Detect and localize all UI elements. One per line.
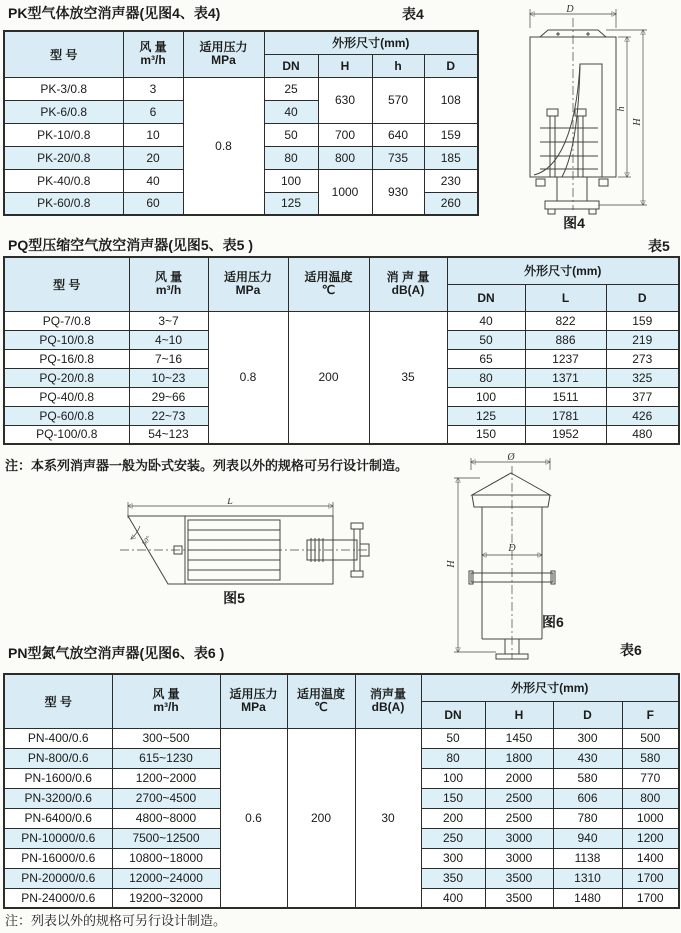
- cell-noise: 35: [369, 311, 447, 444]
- cell-dn: 100: [447, 387, 525, 406]
- cell-L: 1371: [525, 368, 606, 387]
- table-tag-6: 表6: [620, 642, 642, 658]
- cell-L: 822: [525, 311, 606, 330]
- cell-F: 500: [622, 728, 679, 748]
- cell-dn: 150: [447, 425, 525, 444]
- cell-H: 800: [318, 146, 372, 169]
- cell-D: 480: [606, 425, 679, 444]
- col-header-D: D: [424, 54, 478, 77]
- cell-pressure: 0.8: [208, 311, 288, 444]
- flow-unit: m³/h: [155, 283, 182, 298]
- col-header-dn: DN: [421, 701, 485, 728]
- cell-flow: 19200~32000: [112, 888, 220, 908]
- col-header-dims: 外形尺寸(mm): [447, 257, 679, 284]
- cell-model: PN-6400/0.6: [4, 808, 112, 828]
- col-header-h: h: [372, 54, 424, 77]
- cell-model: PN-400/0.6: [4, 728, 112, 748]
- cell-D: 580: [553, 768, 622, 788]
- col-header-temp: [287, 674, 355, 728]
- cell-D: 1480: [553, 888, 622, 908]
- cell-dn: 350: [421, 868, 485, 888]
- cell-h: 640: [372, 123, 424, 146]
- cell-H: 3000: [485, 848, 553, 868]
- table-row: [4, 311, 679, 330]
- cell-H: 3000: [485, 828, 553, 848]
- cell-model: PQ-7/0.8: [4, 311, 129, 330]
- cell-flow: 12000~24000: [112, 868, 220, 888]
- cell-F: 580: [622, 748, 679, 768]
- flow-unit: m³/h: [153, 700, 179, 715]
- noise-label: 消 声 量: [386, 270, 430, 285]
- cell-temp: 200: [287, 728, 355, 908]
- col-header-pressure: [220, 674, 287, 728]
- cell-flow: 22~73: [129, 406, 208, 425]
- col-header-D: D: [553, 701, 622, 728]
- cell-D: 300: [553, 728, 622, 748]
- cell-D: 185: [424, 146, 478, 169]
- temp-label: 适用温度: [304, 270, 353, 285]
- cell-flow: 54~123: [129, 425, 208, 444]
- cell-D: 260: [424, 192, 478, 215]
- pressure-label: 适用压力: [223, 270, 272, 285]
- col-header-F: F: [622, 701, 679, 728]
- pq-table: [3, 256, 680, 445]
- cell-flow: 6: [123, 100, 183, 123]
- col-header-pressure: [208, 257, 288, 311]
- col-header-temp: [288, 257, 369, 311]
- figure-4-drawing: [500, 4, 670, 218]
- pressure-label: 适用压力: [199, 40, 248, 55]
- col-header-model: 型 号: [4, 31, 123, 77]
- cell-D: 325: [606, 368, 679, 387]
- cell-flow: 4~10: [129, 330, 208, 349]
- note-pq: 注：本系列消声器一般为卧式安装。列表以外的规格可另行设计制造。: [5, 458, 409, 473]
- cell-dn: 100: [264, 169, 318, 192]
- cell-H: 2500: [485, 788, 553, 808]
- cell-dn: 125: [447, 406, 525, 425]
- cell-flow: 10800~18000: [112, 848, 220, 868]
- figure-4-label: 图4: [563, 215, 585, 231]
- cell-pressure: 0.8: [183, 77, 264, 215]
- fig4-dim-h: h: [616, 106, 627, 112]
- section-title-pk: PK型气体放空消声器(见图4、表4): [8, 5, 221, 21]
- pressure-label: 适用压力: [229, 687, 278, 702]
- section-title-pn: PN型氮气放空消声器(见图6、表6 ): [8, 645, 225, 661]
- col-header-flow: [112, 674, 220, 728]
- cell-model: PN-20000/0.6: [4, 868, 112, 888]
- cell-D: 1310: [553, 868, 622, 888]
- cell-D: 940: [553, 828, 622, 848]
- cell-model: PK-40/0.8: [4, 169, 123, 192]
- cell-H: 2000: [485, 768, 553, 788]
- table-row: [4, 77, 478, 100]
- cell-flow: 3: [123, 77, 183, 100]
- cell-dn: 65: [447, 349, 525, 368]
- cell-model: PN-1600/0.6: [4, 768, 112, 788]
- figure-6-drawing: [438, 452, 572, 664]
- cell-D: 780: [553, 808, 622, 828]
- cell-model: PK-6/0.8: [4, 100, 123, 123]
- figure-5-label: 图5: [223, 590, 245, 606]
- cell-flow: 10~23: [129, 368, 208, 387]
- cell-dn: 100: [421, 768, 485, 788]
- pk-table: [3, 30, 479, 216]
- cell-F: 1000: [622, 808, 679, 828]
- cell-model: PN-24000/0.6: [4, 888, 112, 908]
- cell-model: PK-20/0.8: [4, 146, 123, 169]
- cell-D: 426: [606, 406, 679, 425]
- cell-dn: 150: [421, 788, 485, 808]
- cell-dn: 80: [421, 748, 485, 768]
- col-header-L: L: [525, 284, 606, 311]
- figure-6-label: 图6: [542, 614, 564, 630]
- cell-D: 159: [606, 311, 679, 330]
- cell-model: PK-3/0.8: [4, 77, 123, 100]
- col-header-noise: [355, 674, 421, 728]
- cell-h: 930: [372, 169, 424, 215]
- cell-h: 735: [372, 146, 424, 169]
- cell-H: 630: [318, 77, 372, 123]
- cell-flow: 1200~2000: [112, 768, 220, 788]
- cell-dn: 50: [447, 330, 525, 349]
- cell-D: 219: [606, 330, 679, 349]
- cell-H: 700: [318, 123, 372, 146]
- fig4-dim-D: D: [566, 4, 574, 15]
- flow-label: 风 量: [154, 270, 183, 285]
- cell-flow: 615~1230: [112, 748, 220, 768]
- col-header-noise: [369, 257, 447, 311]
- cell-model: PN-10000/0.6: [4, 828, 112, 848]
- cell-F: 770: [622, 768, 679, 788]
- col-header-dims: 外形尺寸(mm): [421, 674, 679, 701]
- cell-flow: 40: [123, 169, 183, 192]
- cell-flow: 7500~12500: [112, 828, 220, 848]
- cell-flow: 4800~8000: [112, 808, 220, 828]
- noise-label: 消声量: [369, 687, 406, 702]
- cell-H: 1800: [485, 748, 553, 768]
- cell-model: PK-60/0.8: [4, 192, 123, 215]
- col-header-dn: DN: [447, 284, 525, 311]
- cell-L: 1952: [525, 425, 606, 444]
- cell-dn: 80: [447, 368, 525, 387]
- cell-L: 1781: [525, 406, 606, 425]
- cell-dn: 50: [421, 728, 485, 748]
- flow-unit: m³/h: [140, 53, 166, 68]
- cell-dn: 80: [264, 146, 318, 169]
- pressure-unit: MPa: [241, 700, 266, 715]
- cell-noise: 30: [355, 728, 421, 908]
- pressure-unit: MPa: [235, 283, 261, 298]
- cell-model: PK-10/0.8: [4, 123, 123, 146]
- fig6-dim-dia: Ø: [507, 452, 515, 463]
- temp-label: 适用温度: [296, 687, 345, 702]
- table-row: [4, 728, 679, 748]
- cell-D: 377: [606, 387, 679, 406]
- cell-D: 230: [424, 169, 478, 192]
- fig4-dim-H: H: [632, 118, 643, 126]
- cell-dn: 250: [421, 828, 485, 848]
- cell-model: PQ-100/0.8: [4, 425, 129, 444]
- noise-unit: dB(A): [371, 700, 405, 715]
- cell-model: PQ-16/0.8: [4, 349, 129, 368]
- cell-L: 1511: [525, 387, 606, 406]
- cell-model: PQ-40/0.8: [4, 387, 129, 406]
- col-header-H: H: [485, 701, 553, 728]
- temp-unit: ℃: [321, 283, 336, 298]
- cell-model: PN-16000/0.6: [4, 848, 112, 868]
- cell-pressure: 0.6: [220, 728, 287, 908]
- cell-flow: 60: [123, 192, 183, 215]
- cell-flow: 20: [123, 146, 183, 169]
- cell-dn: 50: [264, 123, 318, 146]
- cell-F: 1700: [622, 868, 679, 888]
- cell-flow: 3~7: [129, 311, 208, 330]
- temp-unit: ℃: [314, 700, 328, 715]
- cell-flow: 29~66: [129, 387, 208, 406]
- figure-5-drawing: [118, 498, 374, 602]
- cell-dn: 40: [447, 311, 525, 330]
- col-header-flow: [129, 257, 208, 311]
- cell-dn: 40: [264, 100, 318, 123]
- cell-h: 570: [372, 77, 424, 123]
- cell-H: 3500: [485, 888, 553, 908]
- cell-F: 1700: [622, 888, 679, 908]
- fig5-angle: 50°: [140, 534, 153, 548]
- cell-H: 3500: [485, 868, 553, 888]
- cell-model: PQ-10/0.8: [4, 330, 129, 349]
- cell-flow: 7~16: [129, 349, 208, 368]
- noise-unit: dB(A): [391, 283, 425, 298]
- pn-table: [3, 673, 680, 909]
- cell-flow: 10: [123, 123, 183, 146]
- fig6-dim-H: H: [446, 560, 457, 568]
- section-title-pq: PQ型压缩空气放空消声器(见图5、表5 ): [8, 237, 254, 253]
- cell-D: 273: [606, 349, 679, 368]
- cell-dn: 300: [421, 848, 485, 868]
- cell-dn: 400: [421, 888, 485, 908]
- cell-model: PN-3200/0.6: [4, 788, 112, 808]
- cell-dn: 200: [421, 808, 485, 828]
- cell-model: PQ-20/0.8: [4, 368, 129, 387]
- flow-label: 风 量: [152, 687, 180, 702]
- cell-temp: 200: [288, 311, 369, 444]
- fig6-dim-D: D: [508, 543, 516, 554]
- col-header-model: 型 号: [4, 674, 112, 728]
- col-header-dims: 外形尺寸(mm): [264, 31, 478, 54]
- col-header-H: H: [318, 54, 372, 77]
- cell-D: 108: [424, 77, 478, 123]
- table-tag-5: 表5: [648, 238, 670, 254]
- cell-L: 886: [525, 330, 606, 349]
- cell-D: 159: [424, 123, 478, 146]
- cell-flow: 300~500: [112, 728, 220, 748]
- fig5-dim-L: L: [227, 498, 233, 507]
- cell-L: 1237: [525, 349, 606, 368]
- cell-F: 1400: [622, 848, 679, 868]
- col-header-flow: [123, 31, 183, 77]
- cell-F: 1200: [622, 828, 679, 848]
- note-pn: 注：列表以外的规格可另行设计制造。: [5, 913, 227, 928]
- cell-H: 1000: [318, 169, 372, 215]
- cell-D: 1138: [553, 848, 622, 868]
- cell-F: 800: [622, 788, 679, 808]
- flow-label: 风 量: [139, 40, 167, 55]
- table-tag-4: 表4: [402, 6, 424, 22]
- cell-dn: 125: [264, 192, 318, 215]
- cell-D: 430: [553, 748, 622, 768]
- cell-model: PN-800/0.6: [4, 748, 112, 768]
- cell-H: 1450: [485, 728, 553, 748]
- pressure-unit: MPa: [211, 53, 236, 68]
- col-header-model: 型 号: [4, 257, 129, 311]
- cell-D: 606: [553, 788, 622, 808]
- cell-flow: 2700~4500: [112, 788, 220, 808]
- cell-model: PQ-60/0.8: [4, 406, 129, 425]
- cell-dn: 25: [264, 77, 318, 100]
- cell-H: 2500: [485, 808, 553, 828]
- col-header-dn: DN: [264, 54, 318, 77]
- col-header-D: D: [606, 284, 679, 311]
- col-header-pressure: [183, 31, 264, 77]
